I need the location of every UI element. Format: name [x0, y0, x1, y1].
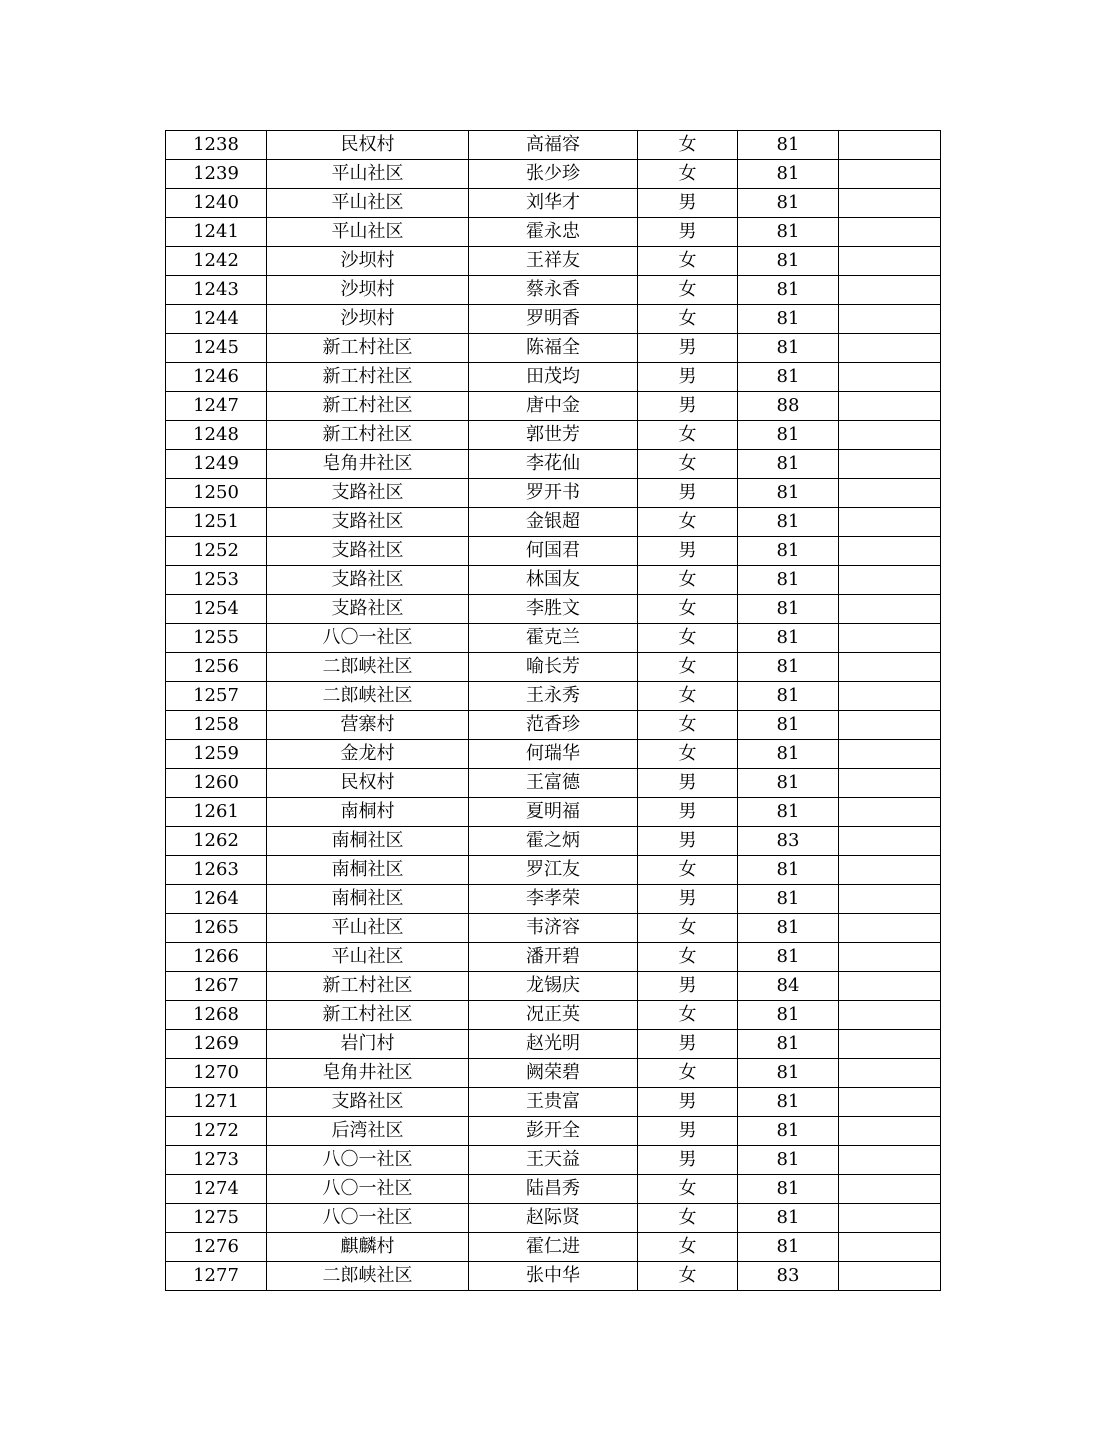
age-cell: 81 [738, 1088, 839, 1117]
gender-cell: 女 [638, 653, 738, 682]
age-cell: 81 [738, 218, 839, 247]
gender-cell: 男 [638, 218, 738, 247]
row-number-cell: 1244 [166, 305, 267, 334]
age-cell: 81 [738, 1001, 839, 1030]
table-row [166, 595, 941, 624]
community-cell: 八〇一社区 [267, 1204, 469, 1233]
row-number-cell: 1238 [166, 131, 267, 160]
gender-cell: 女 [638, 305, 738, 334]
gender-cell: 男 [638, 972, 738, 1001]
age-cell: 81 [738, 131, 839, 160]
row-number-cell: 1269 [166, 1030, 267, 1059]
age-cell: 81 [738, 1233, 839, 1262]
person-name-cell: 金银超 [469, 508, 638, 537]
gender-cell: 女 [638, 1175, 738, 1204]
gender-cell: 女 [638, 1262, 738, 1291]
table-row [166, 682, 941, 711]
row-number-cell: 1268 [166, 1001, 267, 1030]
remark-cell [839, 914, 941, 943]
table-row [166, 1175, 941, 1204]
table-row [166, 305, 941, 334]
person-name-cell: 张中华 [469, 1262, 638, 1291]
age-cell: 81 [738, 740, 839, 769]
table-row [166, 769, 941, 798]
row-number-cell: 1254 [166, 595, 267, 624]
table-row [166, 363, 941, 392]
gender-cell: 男 [638, 479, 738, 508]
table-row [166, 218, 941, 247]
remark-cell [839, 508, 941, 537]
gender-cell: 女 [638, 595, 738, 624]
age-cell: 81 [738, 479, 839, 508]
roster-table [165, 130, 941, 1291]
age-cell: 88 [738, 392, 839, 421]
table-row [166, 1059, 941, 1088]
row-number-cell: 1239 [166, 160, 267, 189]
remark-cell [839, 885, 941, 914]
table-row [166, 247, 941, 276]
person-name-cell: 何瑞华 [469, 740, 638, 769]
community-cell: 八〇一社区 [267, 1175, 469, 1204]
remark-cell [839, 1262, 941, 1291]
remark-cell [839, 1117, 941, 1146]
row-number-cell: 1256 [166, 653, 267, 682]
table-row [166, 334, 941, 363]
row-number-cell: 1275 [166, 1204, 267, 1233]
person-name-cell: 王富德 [469, 769, 638, 798]
table-row [166, 1117, 941, 1146]
community-cell: 南桐社区 [267, 856, 469, 885]
remark-cell [839, 131, 941, 160]
remark-cell [839, 363, 941, 392]
person-name-cell: 李胜文 [469, 595, 638, 624]
gender-cell: 女 [638, 624, 738, 653]
row-number-cell: 1265 [166, 914, 267, 943]
table-row [166, 392, 941, 421]
community-cell: 支路社区 [267, 508, 469, 537]
remark-cell [839, 1233, 941, 1262]
community-cell: 平山社区 [267, 914, 469, 943]
person-name-cell: 郭世芳 [469, 421, 638, 450]
person-name-cell: 罗开书 [469, 479, 638, 508]
remark-cell [839, 740, 941, 769]
community-cell: 民权村 [267, 769, 469, 798]
row-number-cell: 1247 [166, 392, 267, 421]
remark-cell [839, 189, 941, 218]
remark-cell [839, 1001, 941, 1030]
remark-cell [839, 450, 941, 479]
remark-cell [839, 537, 941, 566]
community-cell: 金龙村 [267, 740, 469, 769]
person-name-cell: 范香珍 [469, 711, 638, 740]
remark-cell [839, 595, 941, 624]
row-number-cell: 1267 [166, 972, 267, 1001]
community-cell: 新工村社区 [267, 1001, 469, 1030]
person-name-cell: 霍之炳 [469, 827, 638, 856]
community-cell: 南桐社区 [267, 827, 469, 856]
remark-cell [839, 827, 941, 856]
community-cell: 后湾社区 [267, 1117, 469, 1146]
remark-cell [839, 1030, 941, 1059]
age-cell: 81 [738, 508, 839, 537]
person-name-cell: 刘华才 [469, 189, 638, 218]
table-row [166, 827, 941, 856]
person-name-cell: 蔡永香 [469, 276, 638, 305]
age-cell: 81 [738, 624, 839, 653]
table-row [166, 276, 941, 305]
gender-cell: 女 [638, 1001, 738, 1030]
gender-cell: 女 [638, 450, 738, 479]
person-name-cell: 阙荣碧 [469, 1059, 638, 1088]
row-number-cell: 1248 [166, 421, 267, 450]
remark-cell [839, 1204, 941, 1233]
community-cell: 支路社区 [267, 595, 469, 624]
person-name-cell: 彭开全 [469, 1117, 638, 1146]
age-cell: 81 [738, 1117, 839, 1146]
age-cell: 81 [738, 566, 839, 595]
row-number-cell: 1252 [166, 537, 267, 566]
person-name-cell: 王天益 [469, 1146, 638, 1175]
gender-cell: 女 [638, 740, 738, 769]
age-cell: 81 [738, 363, 839, 392]
row-number-cell: 1261 [166, 798, 267, 827]
table-row [166, 131, 941, 160]
row-number-cell: 1257 [166, 682, 267, 711]
gender-cell: 女 [638, 914, 738, 943]
person-name-cell: 王永秀 [469, 682, 638, 711]
person-name-cell: 况正英 [469, 1001, 638, 1030]
gender-cell: 男 [638, 1117, 738, 1146]
gender-cell: 女 [638, 1233, 738, 1262]
age-cell: 81 [738, 1175, 839, 1204]
person-name-cell: 陆昌秀 [469, 1175, 638, 1204]
gender-cell: 男 [638, 363, 738, 392]
remark-cell [839, 943, 941, 972]
gender-cell: 女 [638, 1204, 738, 1233]
age-cell: 81 [738, 682, 839, 711]
person-name-cell: 夏明福 [469, 798, 638, 827]
person-name-cell: 张少珍 [469, 160, 638, 189]
age-cell: 81 [738, 769, 839, 798]
age-cell: 81 [738, 1030, 839, 1059]
person-name-cell: 喻长芳 [469, 653, 638, 682]
person-name-cell: 李花仙 [469, 450, 638, 479]
age-cell: 81 [738, 914, 839, 943]
remark-cell [839, 1088, 941, 1117]
gender-cell: 男 [638, 1088, 738, 1117]
gender-cell: 男 [638, 1030, 738, 1059]
age-cell: 81 [738, 189, 839, 218]
person-name-cell: 王祥友 [469, 247, 638, 276]
community-cell: 南桐社区 [267, 885, 469, 914]
row-number-cell: 1270 [166, 1059, 267, 1088]
person-name-cell: 赵际贤 [469, 1204, 638, 1233]
age-cell: 81 [738, 1204, 839, 1233]
row-number-cell: 1276 [166, 1233, 267, 1262]
person-name-cell: 龙锡庆 [469, 972, 638, 1001]
gender-cell: 女 [638, 1059, 738, 1088]
table-row [166, 160, 941, 189]
person-name-cell: 李孝荣 [469, 885, 638, 914]
gender-cell: 男 [638, 189, 738, 218]
table-row [166, 1001, 941, 1030]
community-cell: 平山社区 [267, 189, 469, 218]
remark-cell [839, 247, 941, 276]
gender-cell: 女 [638, 421, 738, 450]
row-number-cell: 1255 [166, 624, 267, 653]
community-cell: 平山社区 [267, 218, 469, 247]
community-cell: 麒麟村 [267, 1233, 469, 1262]
community-cell: 新工村社区 [267, 334, 469, 363]
gender-cell: 男 [638, 334, 738, 363]
table-row [166, 421, 941, 450]
table-row [166, 943, 941, 972]
person-name-cell: 霍克兰 [469, 624, 638, 653]
person-name-cell: 陈福全 [469, 334, 638, 363]
table-row [166, 189, 941, 218]
row-number-cell: 1242 [166, 247, 267, 276]
age-cell: 81 [738, 450, 839, 479]
table-row [166, 450, 941, 479]
remark-cell [839, 334, 941, 363]
row-number-cell: 1245 [166, 334, 267, 363]
table-row [166, 972, 941, 1001]
table-row [166, 1146, 941, 1175]
gender-cell: 女 [638, 682, 738, 711]
age-cell: 81 [738, 247, 839, 276]
remark-cell [839, 624, 941, 653]
community-cell: 皂角井社区 [267, 1059, 469, 1088]
person-name-cell: 霍永忠 [469, 218, 638, 247]
person-name-cell: 唐中金 [469, 392, 638, 421]
person-name-cell: 林国友 [469, 566, 638, 595]
row-number-cell: 1243 [166, 276, 267, 305]
remark-cell [839, 769, 941, 798]
gender-cell: 男 [638, 798, 738, 827]
table-row [166, 1262, 941, 1291]
age-cell: 81 [738, 1146, 839, 1175]
remark-cell [839, 653, 941, 682]
gender-cell: 男 [638, 1146, 738, 1175]
community-cell: 支路社区 [267, 537, 469, 566]
table-row [166, 1204, 941, 1233]
person-name-cell: 赵光明 [469, 1030, 638, 1059]
row-number-cell: 1258 [166, 711, 267, 740]
row-number-cell: 1277 [166, 1262, 267, 1291]
remark-cell [839, 1175, 941, 1204]
roster-table-body [166, 131, 941, 1291]
community-cell: 二郎峡社区 [267, 682, 469, 711]
community-cell: 皂角井社区 [267, 450, 469, 479]
community-cell: 平山社区 [267, 943, 469, 972]
table-row [166, 711, 941, 740]
row-number-cell: 1262 [166, 827, 267, 856]
gender-cell: 男 [638, 885, 738, 914]
remark-cell [839, 305, 941, 334]
remark-cell [839, 392, 941, 421]
community-cell: 支路社区 [267, 566, 469, 595]
remark-cell [839, 1146, 941, 1175]
remark-cell [839, 682, 941, 711]
row-number-cell: 1263 [166, 856, 267, 885]
table-row [166, 1030, 941, 1059]
person-name-cell: 田茂均 [469, 363, 638, 392]
remark-cell [839, 856, 941, 885]
gender-cell: 女 [638, 276, 738, 305]
row-number-cell: 1272 [166, 1117, 267, 1146]
table-row [166, 798, 941, 827]
row-number-cell: 1271 [166, 1088, 267, 1117]
community-cell: 二郎峡社区 [267, 653, 469, 682]
age-cell: 81 [738, 537, 839, 566]
remark-cell [839, 566, 941, 595]
community-cell: 新工村社区 [267, 363, 469, 392]
row-number-cell: 1260 [166, 769, 267, 798]
person-name-cell: 潘开碧 [469, 943, 638, 972]
age-cell: 83 [738, 827, 839, 856]
age-cell: 81 [738, 276, 839, 305]
table-row [166, 914, 941, 943]
gender-cell: 女 [638, 856, 738, 885]
row-number-cell: 1259 [166, 740, 267, 769]
community-cell: 八〇一社区 [267, 1146, 469, 1175]
person-name-cell: 韦济容 [469, 914, 638, 943]
table-row [166, 508, 941, 537]
age-cell: 84 [738, 972, 839, 1001]
row-number-cell: 1251 [166, 508, 267, 537]
community-cell: 八〇一社区 [267, 624, 469, 653]
gender-cell: 男 [638, 827, 738, 856]
person-name-cell: 罗明香 [469, 305, 638, 334]
table-row [166, 856, 941, 885]
age-cell: 81 [738, 595, 839, 624]
community-cell: 沙坝村 [267, 247, 469, 276]
table-row [166, 624, 941, 653]
gender-cell: 女 [638, 131, 738, 160]
gender-cell: 男 [638, 769, 738, 798]
row-number-cell: 1253 [166, 566, 267, 595]
gender-cell: 男 [638, 537, 738, 566]
remark-cell [839, 479, 941, 508]
age-cell: 81 [738, 798, 839, 827]
row-number-cell: 1249 [166, 450, 267, 479]
row-number-cell: 1246 [166, 363, 267, 392]
table-row [166, 653, 941, 682]
table-row [166, 479, 941, 508]
age-cell: 81 [738, 334, 839, 363]
community-cell: 新工村社区 [267, 392, 469, 421]
gender-cell: 女 [638, 566, 738, 595]
remark-cell [839, 972, 941, 1001]
age-cell: 81 [738, 856, 839, 885]
table-row [166, 885, 941, 914]
gender-cell: 女 [638, 508, 738, 537]
person-name-cell: 高福容 [469, 131, 638, 160]
table-row [166, 740, 941, 769]
table-row [166, 1233, 941, 1262]
gender-cell: 女 [638, 943, 738, 972]
age-cell: 81 [738, 160, 839, 189]
community-cell: 民权村 [267, 131, 469, 160]
age-cell: 81 [738, 653, 839, 682]
row-number-cell: 1240 [166, 189, 267, 218]
remark-cell [839, 798, 941, 827]
row-number-cell: 1250 [166, 479, 267, 508]
community-cell: 平山社区 [267, 160, 469, 189]
community-cell: 营寨村 [267, 711, 469, 740]
row-number-cell: 1274 [166, 1175, 267, 1204]
gender-cell: 男 [638, 392, 738, 421]
age-cell: 81 [738, 305, 839, 334]
table-row [166, 1088, 941, 1117]
community-cell: 沙坝村 [267, 305, 469, 334]
age-cell: 81 [738, 943, 839, 972]
community-cell: 南桐村 [267, 798, 469, 827]
row-number-cell: 1241 [166, 218, 267, 247]
age-cell: 81 [738, 711, 839, 740]
person-name-cell: 何国君 [469, 537, 638, 566]
gender-cell: 女 [638, 247, 738, 276]
person-name-cell: 罗江友 [469, 856, 638, 885]
community-cell: 沙坝村 [267, 276, 469, 305]
person-name-cell: 王贵富 [469, 1088, 638, 1117]
community-cell: 新工村社区 [267, 972, 469, 1001]
remark-cell [839, 276, 941, 305]
row-number-cell: 1264 [166, 885, 267, 914]
community-cell: 二郎峡社区 [267, 1262, 469, 1291]
age-cell: 81 [738, 421, 839, 450]
remark-cell [839, 1059, 941, 1088]
community-cell: 岩门村 [267, 1030, 469, 1059]
age-cell: 81 [738, 885, 839, 914]
row-number-cell: 1266 [166, 943, 267, 972]
table-row [166, 566, 941, 595]
gender-cell: 女 [638, 711, 738, 740]
community-cell: 新工村社区 [267, 421, 469, 450]
community-cell: 支路社区 [267, 1088, 469, 1117]
age-cell: 83 [738, 1262, 839, 1291]
remark-cell [839, 160, 941, 189]
table-row [166, 537, 941, 566]
age-cell: 81 [738, 1059, 839, 1088]
person-name-cell: 霍仁进 [469, 1233, 638, 1262]
community-cell: 支路社区 [267, 479, 469, 508]
gender-cell: 女 [638, 160, 738, 189]
remark-cell [839, 421, 941, 450]
row-number-cell: 1273 [166, 1146, 267, 1175]
remark-cell [839, 711, 941, 740]
remark-cell [839, 218, 941, 247]
